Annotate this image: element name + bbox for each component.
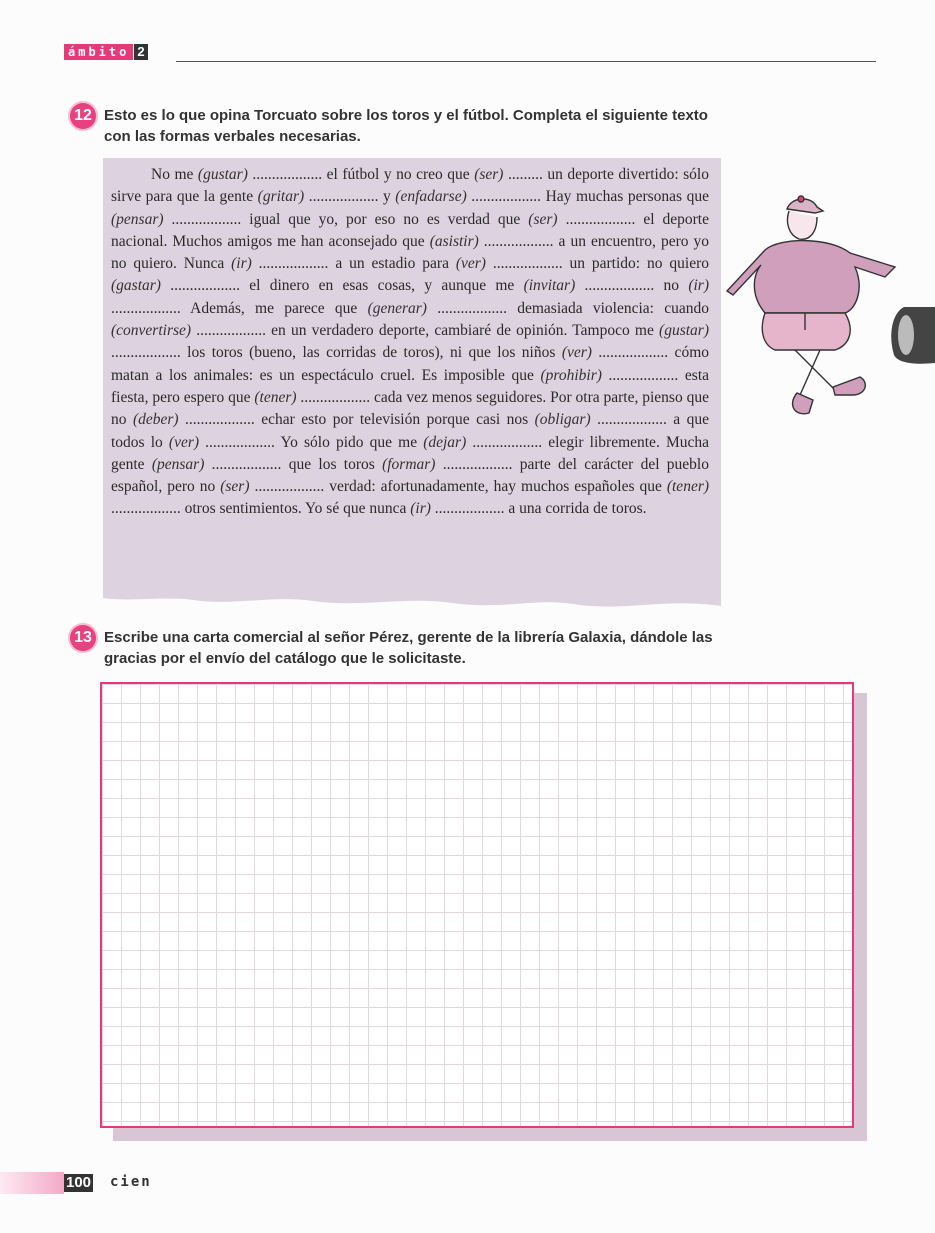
verb-prompt: (ver)	[561, 344, 592, 362]
exercise-12-heading	[70, 105, 734, 147]
passage-text: .................. que los toros	[204, 455, 383, 473]
verb-prompt: (gritar)	[257, 188, 305, 206]
header-rule	[176, 61, 876, 62]
passage-text: .................. en un verdadero deporte, cambiaré de opinión. Tampoco me	[191, 322, 660, 340]
verb-prompt: (enfadarse)	[395, 188, 467, 206]
passage-text: .................. igual que yo, por eso no es verdad que	[163, 210, 529, 228]
passage-text: .................. el dinero en esas cosas, y aunque me	[160, 277, 524, 295]
verb-prompt: (ser)	[528, 210, 558, 228]
exercise-13-heading	[70, 627, 734, 669]
writing-grid-area[interactable]	[100, 682, 854, 1128]
verb-prompt: (dejar)	[423, 433, 467, 451]
verb-prompt: (pensar)	[151, 455, 205, 473]
passage-text: .................. a una corrida de toros.	[430, 500, 647, 518]
verb-prompt: (generar)	[367, 299, 427, 317]
passage-text: .................. Yo sólo pido que me	[199, 433, 424, 451]
verb-prompt: (ver)	[455, 255, 486, 273]
section-header	[64, 44, 148, 60]
exercise-number-badge: 13	[70, 625, 96, 651]
page-number: 100	[66, 1174, 92, 1191]
passage-text: .................. otros sentimientos. Yo sé que nunca	[111, 500, 411, 518]
section-number: 2	[134, 44, 147, 60]
passage-text: .................. un partido: no quiero	[485, 255, 709, 273]
passage-text: .................. verdad: afortunadamente, hay muchos españoles que	[249, 478, 667, 496]
verb-prompt: (convertirse)	[111, 322, 192, 340]
verb-prompt: (ser)	[220, 478, 250, 496]
verb-prompt: (ir)	[410, 500, 431, 518]
passage-text: .................. esta fiesta, pero espero que	[111, 366, 709, 406]
verb-prompt: (prohibir)	[540, 366, 602, 384]
passage-text: .................. el deporte nacional. Muchos amigos me han aconsejado que	[111, 210, 709, 250]
passage-text: .................. a un encuentro, pero yo no quiero. Nunca	[111, 232, 709, 273]
verb-prompt: (asistir)	[429, 232, 479, 250]
verb-prompt: (pensar)	[111, 210, 164, 228]
footer-accent-bar	[0, 1172, 64, 1194]
passage-text: .................. a un estadio para	[251, 255, 456, 273]
verb-prompt: (formar)	[382, 455, 436, 473]
passage-text: .................. el fútbol y no creo que	[247, 166, 475, 183]
verb-prompt: (deber)	[132, 411, 179, 429]
page-tab-icon	[884, 305, 935, 365]
exercise-number-badge: 12	[70, 103, 96, 129]
passage-text: .................. cada vez menos seguidores. Por otra parte, pienso que no	[111, 388, 709, 429]
passage-text: .................. demasiada violencia: cuando	[426, 299, 709, 317]
passage-text: .................. no	[575, 277, 689, 295]
page-number-word: cien	[110, 1174, 152, 1190]
verb-prompt: (tener)	[254, 388, 297, 406]
cartoon-man-football-figure-icon	[725, 195, 900, 430]
verb-prompt: (invitar)	[523, 277, 576, 295]
passage-text: .................. cómo matan a los animales: es un espectáculo cruel. Es imposible que	[111, 344, 709, 384]
passage-text: .................. Además, me parece que	[111, 299, 368, 317]
passage-text: .................. echar esto por televisión porque casi nos	[178, 411, 535, 429]
verb-prompt: (tener)	[666, 478, 710, 496]
passage-text: No me	[151, 166, 198, 183]
verb-prompt: (ir)	[688, 277, 709, 295]
passage-text: .................. parte del carácter del pueblo español, pero no	[111, 455, 709, 496]
fill-in-text-box	[103, 158, 721, 588]
passage-text: ......... un deporte divertido: sólo sirve para que la gente	[111, 166, 709, 206]
passage-text: .................. los toros (bueno, las corridas de toros), ni que los niños	[111, 344, 562, 362]
passage-text: .................. a que todos lo	[111, 411, 710, 451]
passage-text: .................. y	[304, 188, 396, 206]
verb-prompt: (gustar)	[197, 166, 248, 183]
verb-prompt: (gustar)	[659, 322, 709, 340]
exercise-instruction: Escribe una carta comercial al señor Pérez, gerente de la librería Galaxia, dándole las gracias por el envío del catálogo que le solicitaste.	[104, 629, 713, 667]
verb-prompt: (ser)	[474, 166, 504, 183]
verb-prompt: (ver)	[168, 433, 200, 451]
verb-prompt: (obligar)	[534, 411, 591, 429]
section-label: ámbito	[64, 44, 133, 60]
passage-text: .................. elegir libremente. Mucha gente	[111, 433, 709, 473]
torn-edge-decoration	[103, 586, 721, 612]
passage-text: .................. Hay muchas personas que	[466, 188, 710, 206]
exercise-instruction: Esto es lo que opina Torcuato sobre los toros y el fútbol. Completa el siguiente texto con las formas verbales necesarias.	[104, 107, 708, 145]
fill-in-passage	[111, 164, 709, 521]
verb-prompt: (gastar)	[111, 277, 161, 295]
verb-prompt: (ir)	[231, 255, 252, 273]
